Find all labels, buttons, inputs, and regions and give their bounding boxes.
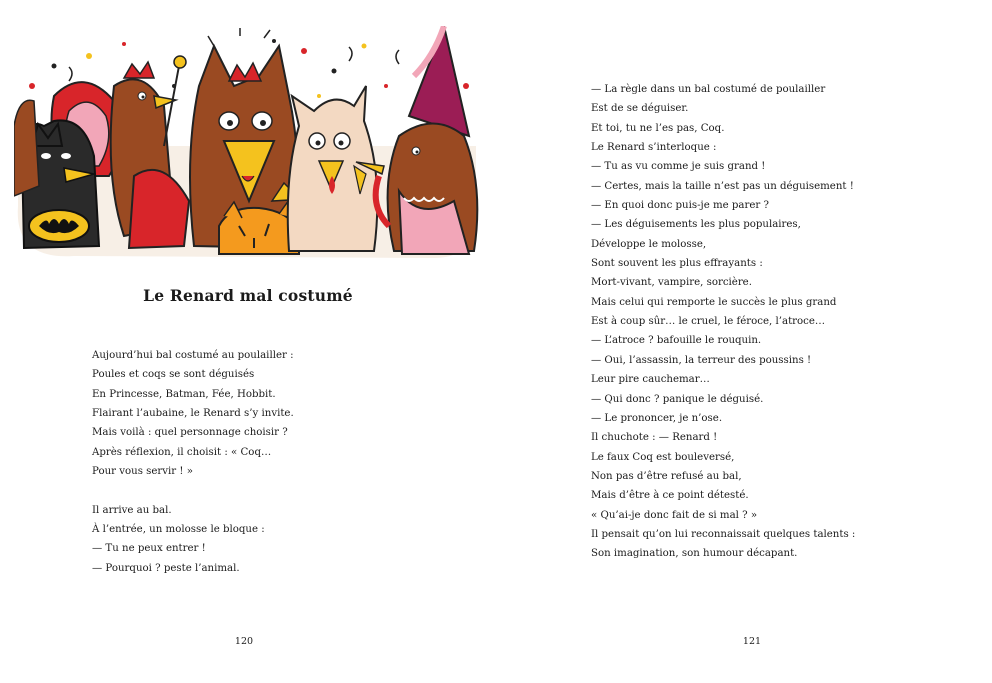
poem-line: Mais voilà : quel personnage choisir ? <box>92 427 288 439</box>
poem-line: Il arrive au bal. <box>92 504 172 516</box>
poem-line: — Oui, l’assassin, la terreur des poussins ! <box>591 354 812 366</box>
poem-line: Il chuchote : — Renard ! <box>591 432 718 444</box>
stanza-break <box>92 481 294 500</box>
poem-line: À l’entrée, un molosse le bloque : <box>92 524 265 536</box>
poem-line: Mort-vivant, vampire, sorcière. <box>591 277 752 289</box>
poem-text-right <box>591 80 855 564</box>
poem-line: — Qui donc ? panique le déguisé. <box>591 393 764 405</box>
poem-title: Le Renard mal costumé <box>143 286 353 305</box>
poem-line: — En quoi donc puis-je me parer ? <box>591 200 769 212</box>
poem-line: Leur pire cauchemar… <box>591 374 710 386</box>
poem-text-left <box>92 346 294 578</box>
poem-line: — L’atroce ? bafouille le rouquin. <box>591 335 762 347</box>
poem-line: Flairant l’aubaine, le Renard s’y invite. <box>92 408 294 420</box>
poem-line: Pour vous servir ! » <box>92 466 193 478</box>
poem-line: — Le prononcer, je n’ose. <box>591 412 723 424</box>
right-page <box>496 0 992 683</box>
costumed-animals-illustration <box>14 26 482 260</box>
pink-hobbit-chicken-icon <box>288 86 378 251</box>
poem-line: Il pensait qu’on lui reconnaissait quelques talents : <box>591 528 856 540</box>
poem-line: Mais celui qui remporte le succès le plus grand <box>591 296 837 308</box>
poem-line: — Les déguisements les plus populaires, <box>591 219 801 231</box>
poem-line: Son imagination, son humour décapant. <box>591 548 798 560</box>
poem-line: Sont souvent les plus effrayants : <box>591 258 763 270</box>
poem-line: — Tu as vu comme je suis grand ! <box>591 161 766 173</box>
poem-line: — Pourquoi ? peste l’animal. <box>92 562 240 574</box>
poem-line: Et toi, tu ne l’es pas, Coq. <box>591 122 725 134</box>
poem-line: Le faux Coq est bouleversé, <box>591 451 735 463</box>
poem-line: « Qu’ai-je donc fait de si mal ? » <box>591 509 758 521</box>
poem-line: Le Renard s’interloque : <box>591 142 717 154</box>
poem-line: Aujourd’hui bal costumé au poulailler : <box>92 350 294 361</box>
poem-line: Mais d’être à ce point détesté. <box>591 490 749 502</box>
poem-line: — Tu ne peux entrer ! <box>92 543 206 555</box>
poem-line: — Certes, mais la taille n’est pas un déguisement ! <box>591 180 854 192</box>
poem-line: — La règle dans un bal costumé de poulailler <box>591 84 826 95</box>
poem-line: Après réflexion, il choisit : « Coq… <box>92 446 272 458</box>
page-number-left: 120 <box>234 636 254 647</box>
poem-line: Développe le molosse, <box>591 238 707 250</box>
poem-line: Non pas d’être refusé au bal, <box>591 470 742 482</box>
page-number-right: 121 <box>742 636 762 647</box>
poem-line: Est de se déguiser. <box>591 103 689 115</box>
poem-line: Poules et coqs se sont déguisés <box>92 369 255 381</box>
poem-line: En Princesse, Batman, Fée, Hobbit. <box>92 388 276 400</box>
poem-line: Est à coup sûr… le cruel, le féroce, l’atroce… <box>591 316 826 328</box>
